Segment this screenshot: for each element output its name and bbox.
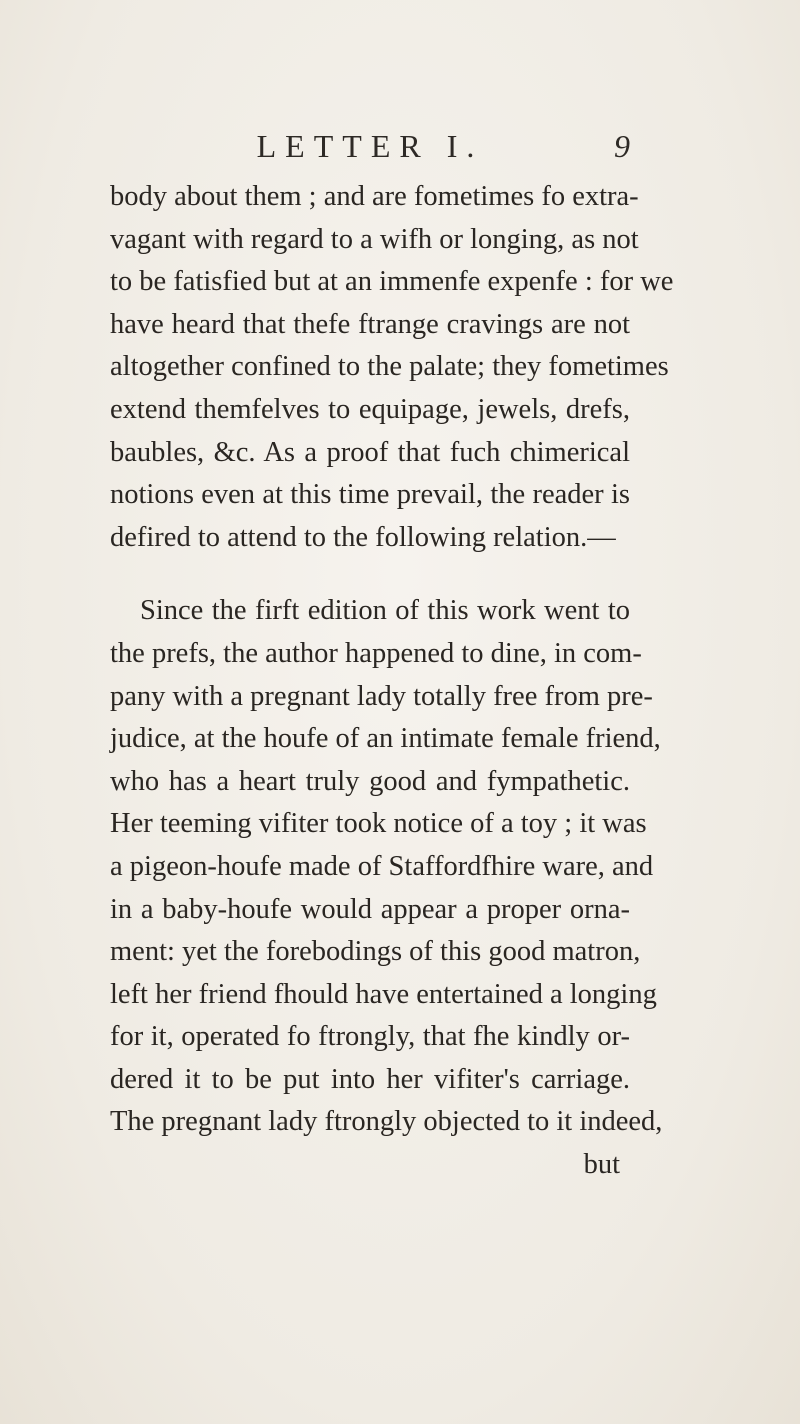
page-number: 9 bbox=[614, 128, 630, 164]
text-line: ment: yet the forebodings of this good matron, bbox=[110, 936, 641, 968]
text-line: a pigeon-houfe made of Staffordfhire ware, and bbox=[110, 850, 654, 882]
text-line: in a baby-houfe would appear a proper orna- bbox=[110, 893, 630, 925]
text-line: the prefs, the author happened to dine, in com- bbox=[110, 637, 642, 669]
header-title: LETTER I. bbox=[256, 128, 484, 164]
catchword: but bbox=[583, 1149, 620, 1180]
text-line: body about them ; and are fometimes fo extra- bbox=[110, 181, 639, 212]
text-line: Since the firft edition of this work went to bbox=[140, 595, 630, 627]
paragraph-2 bbox=[110, 590, 663, 1144]
text-line: Her teeming vifiter took notice of a toy ; it was bbox=[110, 808, 647, 840]
text-line: baubles, &c. As a proof that fuch chimerical bbox=[110, 436, 630, 468]
text-line: dered it to be put into her vifiter's carriage. bbox=[110, 1063, 630, 1095]
text-line: who has a heart truly good and fympathetic. bbox=[110, 765, 630, 797]
body-text bbox=[110, 176, 674, 1144]
paragraph-gap bbox=[110, 559, 630, 590]
text-line: for it, operated fo ftrongly, that fhe kindly or- bbox=[110, 1021, 630, 1053]
text-line: judice, at the houfe of an intimate female friend, bbox=[110, 723, 661, 755]
text-line: The pregnant lady ftrongly objected to it indeed, bbox=[110, 1106, 663, 1138]
text-line: pany with a pregnant lady totally free from pre- bbox=[110, 680, 653, 712]
running-header bbox=[110, 128, 630, 168]
text-line: extend themfelves to equipage, jewels, drefs, bbox=[110, 393, 630, 425]
text-line: defired to attend to the following relation.— bbox=[110, 521, 616, 553]
text-line: to be fatisfied but at an immenfe expenfe : for we bbox=[110, 266, 674, 298]
text-line: altogether confined to the palate; they fometimes bbox=[110, 351, 669, 383]
paragraph-1 bbox=[110, 176, 674, 559]
text-line: vagant with regard to a wifh or longing, as not bbox=[110, 223, 639, 255]
text-line: have heard that thefe ftrange cravings are not bbox=[110, 308, 630, 340]
text-line: notions even at this time prevail, the reader is bbox=[110, 479, 630, 511]
text-line: left her friend fhould have entertained a longing bbox=[110, 978, 657, 1010]
